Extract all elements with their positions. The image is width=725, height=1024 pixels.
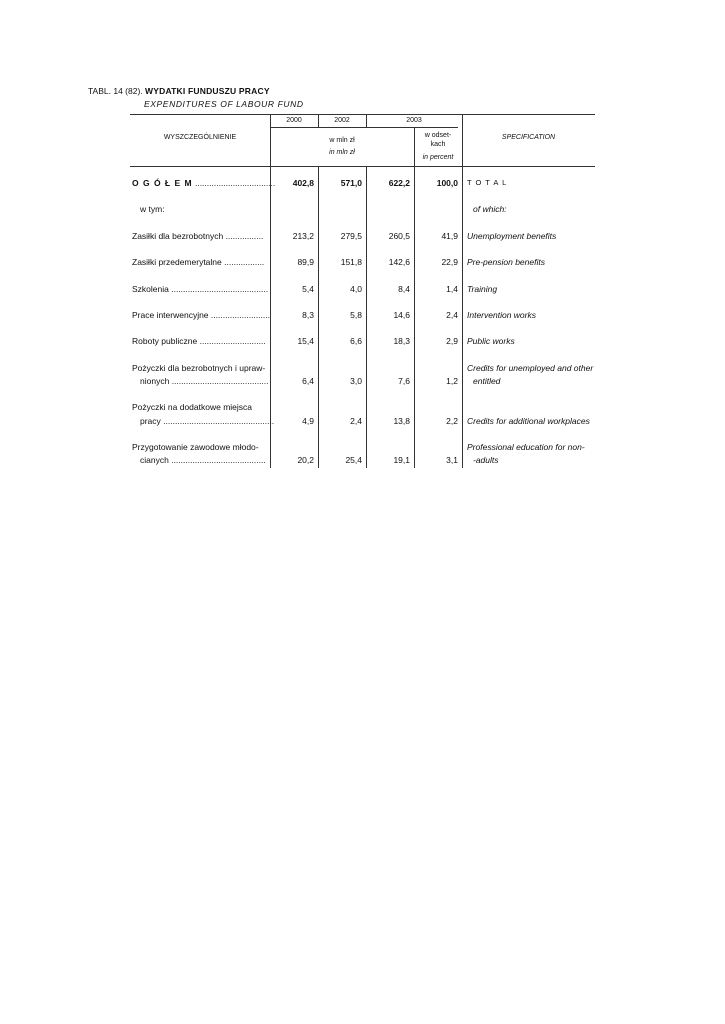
- row-value-2003: 260,5: [388, 231, 410, 241]
- row-value-2002: 25,4: [345, 455, 362, 465]
- row-value-2003: 8,4: [398, 284, 410, 294]
- row-label-pl: Przygotowanie zawodowe młodo-: [132, 442, 259, 452]
- row-label-en: Pre-pension benefits: [467, 257, 545, 267]
- row-value-2003: 142,6: [388, 257, 410, 267]
- total-value-percent: 100,0: [436, 178, 458, 188]
- row-value-2003: 13,8: [393, 416, 410, 426]
- row-label-en: Credits for unemployed and other: [467, 363, 594, 373]
- row-label-pl: Zasiłki przedemerytalne .................: [132, 257, 265, 267]
- row-label-pl: Szkolenia .........................................: [132, 284, 269, 294]
- row-value-2002: 6,6: [350, 336, 362, 346]
- expenditures-table: [130, 114, 595, 474]
- row-label-en: Public works: [467, 336, 515, 346]
- row-label-pl: Pożyczki dla bezrobotnych i upraw-: [132, 363, 266, 373]
- row-value-percent: 22,9: [441, 257, 458, 267]
- row-label-pl: Pożyczki na dodatkowe miejsca: [132, 402, 253, 412]
- total-value-2000: 402,8: [292, 178, 314, 188]
- row-value-2000: 89,9: [297, 257, 314, 267]
- row-value-2002: 2,4: [350, 416, 362, 426]
- of-which-label-en: of which:: [473, 204, 507, 214]
- of-which-label-pl: w tym:: [140, 204, 165, 214]
- row-label-en: Training: [467, 284, 498, 294]
- header-percent-pl-1: w odset-: [424, 132, 452, 139]
- total-label-en: T O T A L: [467, 178, 508, 187]
- row-value-percent: 3,1: [446, 455, 458, 465]
- row-label-pl-continued: pracy ...............................................: [140, 416, 275, 426]
- row-value-2000: 15,4: [297, 336, 314, 346]
- header-year-2003: 2003: [406, 117, 422, 124]
- table-title-en: EXPENDITURES OF LABOUR FUND: [144, 99, 304, 109]
- table-title-pl: WYDATKI FUNDUSZU PRACY: [145, 86, 270, 96]
- row-label-en: Professional education for non-: [467, 442, 585, 452]
- row-value-percent: 2,2: [446, 416, 458, 426]
- table-title: [88, 86, 270, 96]
- row-label-pl: Roboty publiczne ............................: [132, 336, 266, 346]
- row-value-2002: 4,0: [350, 284, 362, 294]
- row-value-2002: 151,8: [340, 257, 362, 267]
- row-value-2002: 5,8: [350, 310, 362, 320]
- row-value-2000: 6,4: [302, 376, 314, 386]
- row-value-2000: 20,2: [297, 455, 314, 465]
- row-value-2003: 7,6: [398, 376, 410, 386]
- row-value-percent: 2,4: [446, 310, 458, 320]
- row-value-2003: 19,1: [393, 455, 410, 465]
- header-percent-pl-2: kach: [430, 141, 446, 148]
- row-value-2003: 18,3: [393, 336, 410, 346]
- row-label-en: Intervention works: [467, 310, 536, 320]
- row-value-percent: 2,9: [446, 336, 458, 346]
- row-label-en: Credits for additional workplaces: [467, 416, 590, 426]
- table-number: TABL. 14 (82).: [88, 86, 143, 96]
- row-value-2003: 14,6: [393, 310, 410, 320]
- row-label-en: Unemployment benefits: [467, 231, 557, 241]
- row-value-percent: 41,9: [441, 231, 458, 241]
- row-value-percent: 1,4: [446, 284, 458, 294]
- row-label-en-continued: -adults: [473, 455, 499, 465]
- header-unit-en: in mln zł: [329, 149, 355, 156]
- row-value-2000: 4,9: [302, 416, 314, 426]
- year-rule: [270, 127, 458, 128]
- row-label-en-continued: entitled: [473, 376, 501, 386]
- row-value-2000: 213,2: [292, 231, 314, 241]
- header-year-2002: 2002: [334, 117, 350, 124]
- row-value-percent: 1,2: [446, 376, 458, 386]
- row-value-2000: 8,3: [302, 310, 314, 320]
- header-year-2000: 2000: [286, 117, 302, 124]
- row-label-pl-continued: nionych .........................................: [140, 376, 269, 386]
- row-label-pl: Prace interwencyjne .........................: [132, 310, 270, 320]
- header-bottom-rule: [130, 166, 595, 167]
- table-top-rule: [130, 114, 595, 115]
- header-specification-en: SPECIFICATION: [501, 134, 556, 141]
- row-value-2002: 279,5: [340, 231, 362, 241]
- header-unit-pl: w mln zł: [329, 137, 355, 144]
- header-specification-pl: WYSZCZEGÓLNIENIE: [163, 134, 237, 141]
- row-value-2002: 3,0: [350, 376, 362, 386]
- row-label-pl: Zasiłki dla bezrobotnych ................: [132, 231, 264, 241]
- row-value-2000: 5,4: [302, 284, 314, 294]
- total-value-2002: 571,0: [340, 178, 362, 188]
- row-label-pl-continued: cianych ........................................: [140, 455, 266, 465]
- total-label-pl: O G Ó Ł E M ..................................: [132, 178, 276, 188]
- col-rule-5: [462, 166, 463, 468]
- total-value-2003: 622,2: [388, 178, 410, 188]
- header-percent-en: in percent: [422, 154, 454, 161]
